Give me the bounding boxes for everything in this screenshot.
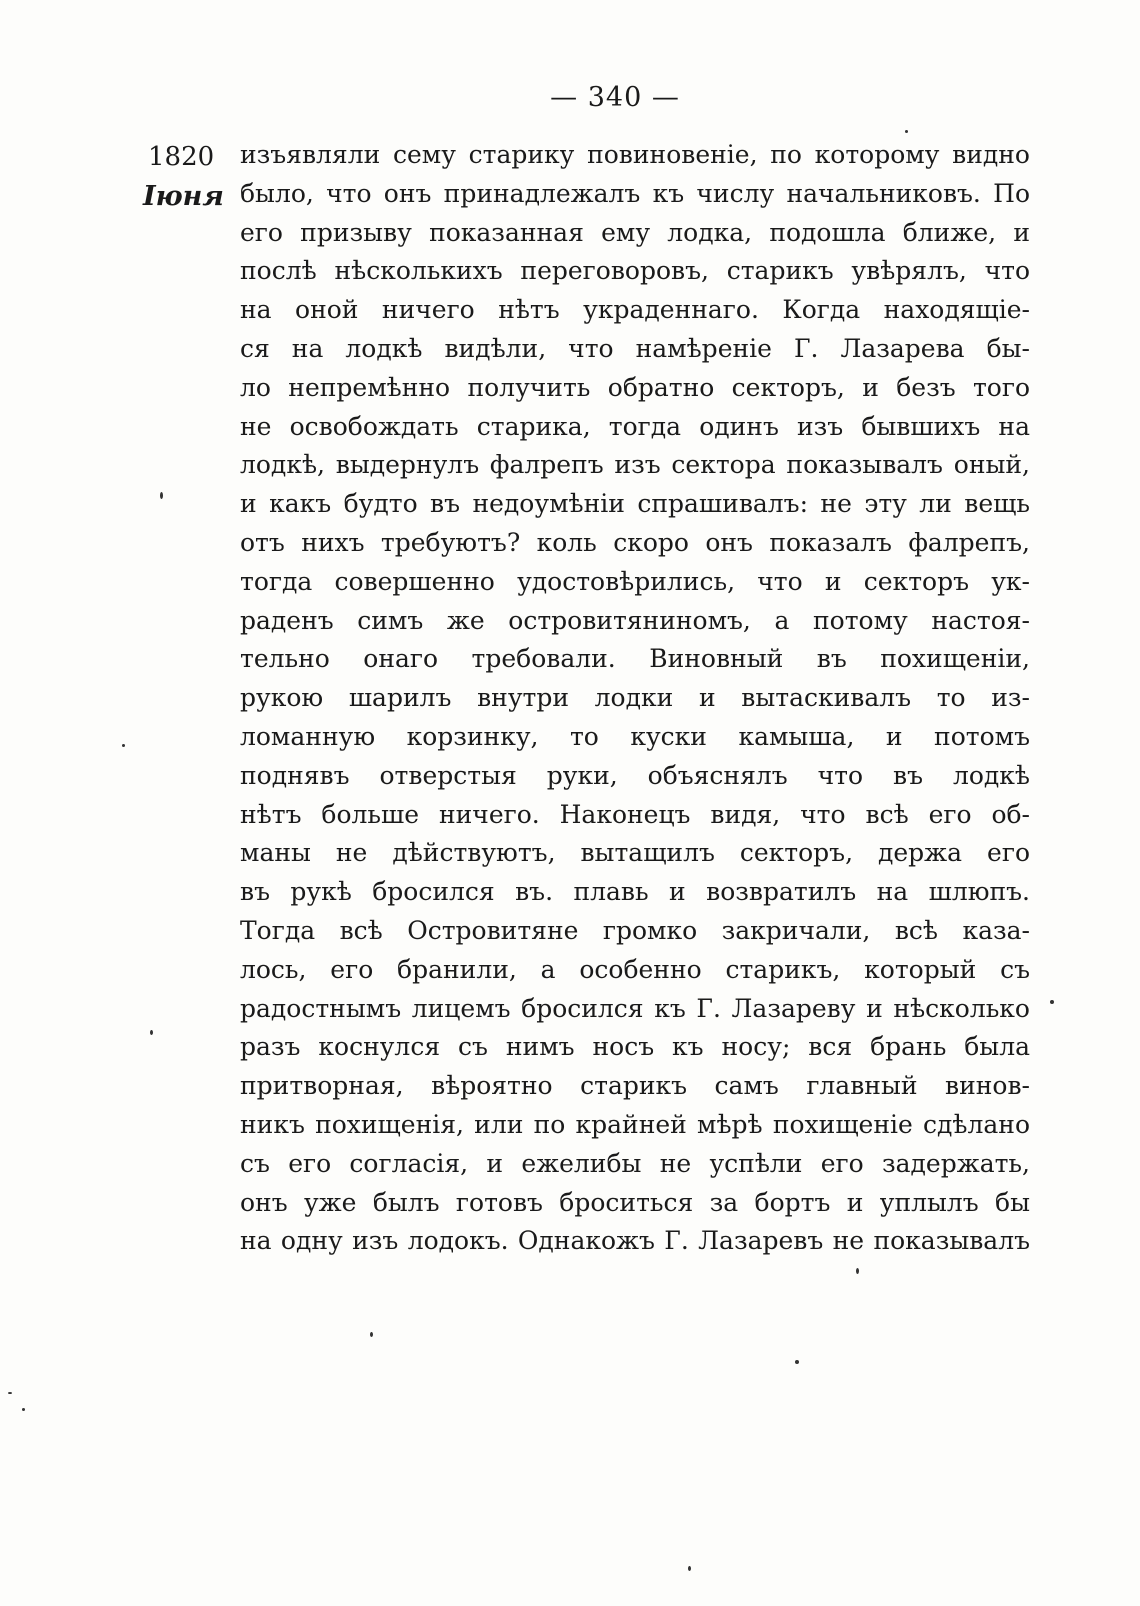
margin-note-year: 1820 — [148, 142, 215, 172]
scan-speck — [1050, 1000, 1054, 1004]
text-line: никъ похищенія, или по крайней мѣрѣ похищеніе сдѣлано — [240, 1109, 1030, 1139]
text-line: ломанную корзинку, то куски камыша, и потомъ — [240, 721, 1030, 751]
text-line: не освобождать старика, тогда одинъ изъ бывшихъ на — [240, 411, 1030, 441]
text-line: нѣтъ больше ничего. Наконецъ видя, что всѣ его об- — [240, 799, 1030, 829]
text-line: лось, его бранили, а особенно старикъ, который съ — [240, 954, 1030, 984]
text-line: было, что онъ принадлежалъ къ числу начальниковъ. По — [240, 178, 1030, 208]
text-line: ся на лодкѣ видѣли, что намѣреніе Г. Лазарева бы- — [240, 333, 1030, 363]
scan-speck — [370, 1332, 373, 1337]
body-text — [240, 136, 1030, 1261]
text-line: Тогда всѣ Островитяне громко закричали, всѣ каза- — [240, 915, 1030, 945]
scan-speck — [8, 1392, 12, 1394]
text-line: раденъ симъ же островитяниномъ, а потому настоя- — [240, 605, 1030, 635]
scan-speck — [22, 1408, 25, 1411]
text-line: притворная, вѣроятно старикъ самъ главный винов- — [240, 1071, 1030, 1101]
text-line: разъ коснулся съ нимъ носъ къ носу; вся брань была — [240, 1032, 1030, 1062]
scan-speck — [905, 130, 908, 133]
text-line: поднявъ отверстыя руки, объяснялъ что въ лодкѣ — [240, 760, 1030, 790]
text-line: маны не дѣйствуютъ, вытащилъ секторъ, держа его — [240, 838, 1030, 868]
scan-speck — [122, 744, 125, 747]
text-line: ло непремѣнно получить обратно секторъ, и безъ того — [240, 372, 1030, 402]
text-line: съ его согласія, и ежелибы не успѣли его задержать, — [240, 1148, 1030, 1178]
text-line: на одну изъ лодокъ. Однакожъ Г. Лазаревъ не показывалъ — [240, 1226, 1030, 1256]
scan-speck — [688, 1566, 691, 1571]
text-line: его призыву показанная ему лодка, подошла ближе, и — [240, 217, 1030, 247]
text-line: рукою шарилъ внутри лодки и вытаскивалъ то из- — [240, 683, 1030, 713]
scan-speck — [150, 1030, 153, 1035]
text-line: въ рукѣ бросился въ. плавь и возвратилъ на шлюпъ. — [240, 877, 1030, 907]
text-line: онъ уже былъ готовъ броситься за бортъ и уплылъ бы — [240, 1187, 1030, 1217]
text-line: изъявляли сему старику повиновеніе, по которому видно — [240, 140, 1030, 169]
text-line: тельно онаго требовали. Виновный въ похищеніи, — [240, 644, 1030, 674]
text-line: отъ нихъ требуютъ? коль скоро онъ показалъ фалрепъ, — [240, 527, 1030, 557]
scan-speck — [856, 1268, 859, 1274]
text-line: тогда совершенно удостовѣрились, что и секторъ ук- — [240, 566, 1030, 596]
text-line: лодкѣ, выдернулъ фалрепъ изъ сектора показывалъ оный, — [240, 450, 1030, 480]
scan-speck — [795, 1360, 799, 1364]
page-number: — 340 — — [550, 82, 680, 113]
margin-note-month: Іюня — [143, 181, 224, 212]
text-line: и какъ будто въ недоумѣніи спрашивалъ: не эту ли вещь — [240, 489, 1030, 519]
text-line: радостнымъ лицемъ бросился къ Г. Лазареву и нѣсколько — [240, 993, 1030, 1023]
text-line: на оной ничего нѣтъ украденнаго. Когда находящіе- — [240, 295, 1030, 325]
scan-speck — [160, 492, 163, 499]
text-line: послѣ нѣсколькихъ переговоровъ, старикъ увѣрялъ, что — [240, 256, 1030, 286]
